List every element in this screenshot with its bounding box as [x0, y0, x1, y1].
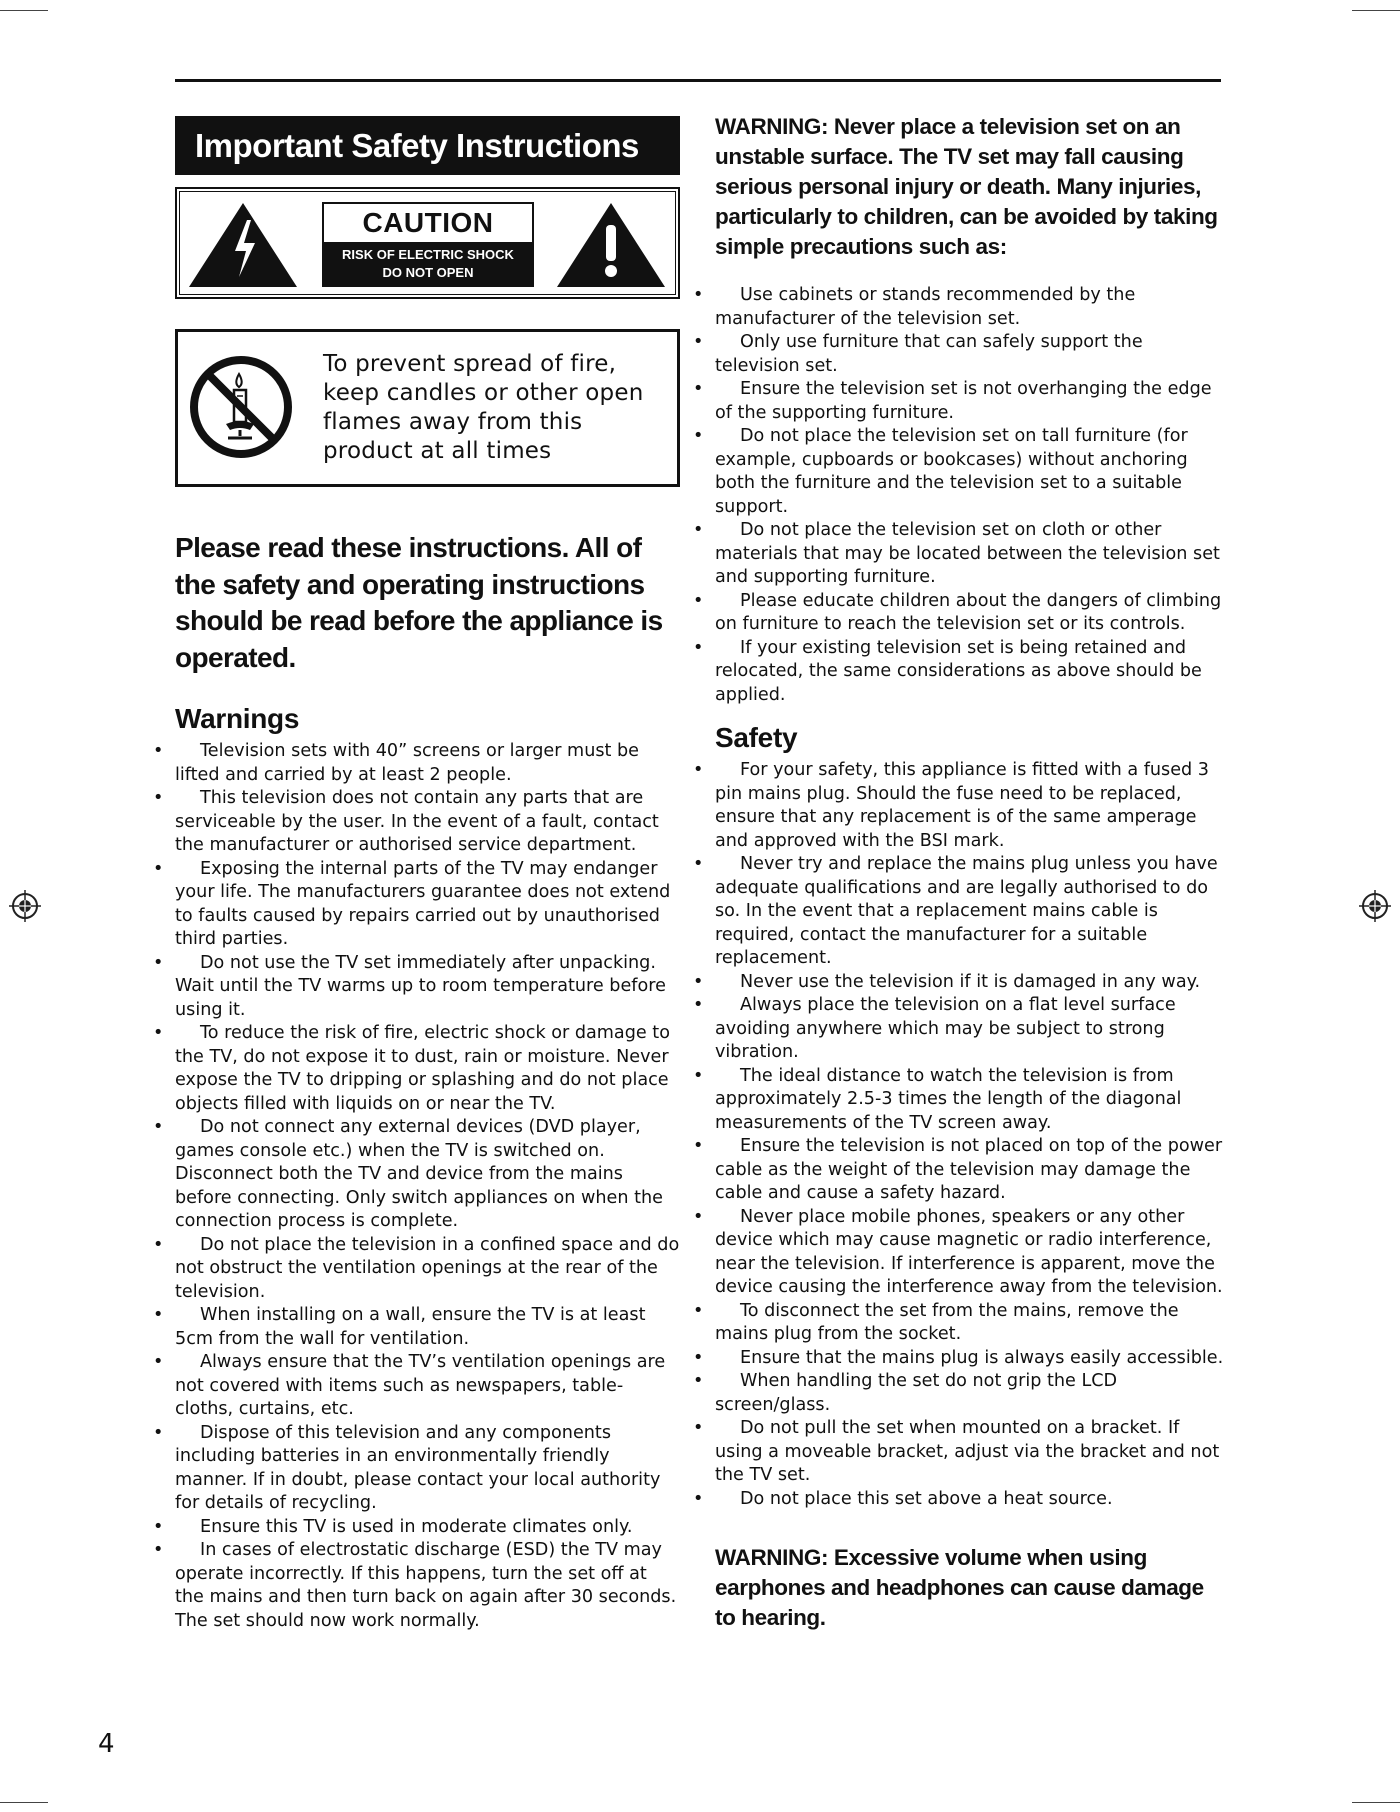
page-title: Important Safety Instructions — [175, 116, 680, 175]
left-column — [175, 116, 680, 1633]
list-item: • To reduce the risk of fire, electric shock or damage to the TV, do not expose it to dust, rain or moisture. Never expose the TV to dripping or splashing and do not place objects filled with liquids on or near the TV. — [175, 1022, 680, 1116]
list-item: • In cases of electrostatic discharge (ESD) the TV may operate incorrectly. If this happens, turn the set off at the mains and then turn back on again after 30 seconds. The set should now work normally. — [175, 1539, 680, 1633]
exclamation-warning-icon — [557, 203, 665, 287]
list-item: • Always ensure that the TV’s ventilation openings are not covered with items such as newspapers, table-cloths, curtains, etc. — [175, 1351, 680, 1422]
list-item: • Never place mobile phones, speakers or any other device which may cause magnetic or radio interference, near the television. If interference is apparent, move the device causing the interference away from the television. — [715, 1206, 1225, 1300]
warnings-list — [175, 740, 680, 1633]
stability-warning-heading: WARNING: Never place a television set on an unstable surface. The TV set may fall causing serious personal injury or death. Many injuries, particularly to children, can be avoided by taking simple precautions such as: — [715, 114, 1218, 259]
list-item: • Dispose of this television and any components including batteries in an environmentally friendly manner. If in doubt, please contact your local authority for details of recycling. — [175, 1422, 680, 1516]
list-item: • For your safety, this appliance is fitted with a fused 3 pin mains plug. Should the fuse need to be replaced, ensure that any replacement is of the same amperage and approved with the BSI mark. — [715, 759, 1225, 853]
right-column — [715, 112, 1225, 1633]
crop-mark-bottom-left — [0, 1802, 48, 1803]
registration-mark-right — [1358, 889, 1392, 923]
list-item: • When installing on a wall, ensure the TV is at least 5cm from the wall for ventilation. — [175, 1304, 680, 1351]
crop-mark-bottom-right — [1352, 1802, 1400, 1803]
top-rule — [175, 79, 1221, 82]
no-open-flame-icon — [188, 354, 294, 460]
list-item: • Do not use the TV set immediately after unpacking. Wait until the TV warms up to room temperature before using it. — [175, 952, 680, 1023]
registration-mark-left — [8, 889, 42, 923]
list-item: • When handling the set do not grip the LCD screen/glass. — [715, 1370, 1225, 1417]
list-item: • Do not place the television in a confined space and do not obstruct the ventilation openings at the rear of the television. — [175, 1234, 680, 1305]
safety-list — [715, 759, 1225, 1511]
fire-warning-box — [175, 329, 680, 487]
safety-heading: Safety — [715, 722, 798, 753]
crop-mark-top-right — [1352, 10, 1400, 11]
caution-label — [322, 202, 534, 287]
list-item: • Ensure the television set is not overhanging the edge of the supporting furniture. — [715, 378, 1225, 425]
warnings-heading: Warnings — [175, 703, 300, 734]
caution-line-2: DO NOT OPEN — [382, 264, 474, 280]
list-item: • Do not place the television set on cloth or other materials that may be located between the television set and supporting furniture. — [715, 519, 1225, 590]
list-item: • Use cabinets or stands recommended by the manufacturer of the television set. — [715, 284, 1225, 331]
list-item: • This television does not contain any parts that are serviceable by the user. In the event of a fault, contact the manufacturer or authorised service department. — [175, 787, 680, 858]
list-item: • Do not pull the set when mounted on a bracket. If using a moveable bracket, adjust via the bracket and not the TV set. — [715, 1417, 1225, 1488]
caution-subtitle — [324, 242, 532, 285]
volume-warning: WARNING: Excessive volume when using earphones and headphones can cause damage to hearing. — [715, 1545, 1204, 1630]
list-item: • Ensure the television is not placed on top of the power cable as the weight of the television may damage the cable and cause a safety hazard. — [715, 1135, 1225, 1206]
caution-box — [175, 187, 680, 299]
stability-precautions-list — [715, 284, 1225, 707]
list-item: • Exposing the internal parts of the TV may endanger your life. The manufacturers guarantee does not extend to faults caused by repairs carried out by unauthorised third parties. — [175, 858, 680, 952]
caution-title: CAUTION — [362, 207, 494, 238]
list-item: • Ensure that the mains plug is always easily accessible. — [715, 1347, 1225, 1371]
intro-instructions: Please read these instructions. All of the safety and operating instructions should be read before the appliance is operated. — [175, 532, 663, 673]
page-number: 4 — [98, 1729, 115, 1759]
list-item: • Always place the television on a flat level surface avoiding anywhere which may be subject to strong vibration. — [715, 994, 1225, 1065]
list-item: • Please educate children about the dangers of climbing on furniture to reach the television set or its controls. — [715, 590, 1225, 637]
list-item: • Television sets with 40” screens or larger must be lifted and carried by at least 2 people. — [175, 740, 680, 787]
list-item: • Never try and replace the mains plug unless you have adequate qualifications and are legally authorised to do so. In the event that a replacement mains cable is required, contact the manufacturer for a suitable replacement. — [715, 853, 1225, 971]
caution-line-1: RISK OF ELECTRIC SHOCK — [342, 246, 514, 262]
list-item: • The ideal distance to watch the television is from approximately 2.5-3 times the length of the diagonal measurements of the TV screen away. — [715, 1065, 1225, 1136]
fire-warning-text: To prevent spread of fire, keep candles or other open flames away from this product at all times — [323, 351, 644, 464]
list-item: • Never use the television if it is damaged in any way. — [715, 971, 1225, 995]
crop-mark-top-left — [0, 10, 48, 11]
electric-shock-warning-icon — [189, 203, 297, 287]
list-item: • Do not connect any external devices (DVD player, games console etc.) when the TV is switched on. Disconnect both the TV and device from the mains before connecting. Only switch appliances on when the connection process is complete. — [175, 1116, 680, 1234]
list-item: • Do not place this set above a heat source. — [715, 1488, 1225, 1512]
list-item: • Do not place the television set on tall furniture (for example, cupboards or bookcases) without anchoring both the furniture and the television set to a suitable support. — [715, 425, 1225, 519]
list-item: • If your existing television set is being retained and relocated, the same considerations as above should be applied. — [715, 637, 1225, 708]
list-item: • Ensure this TV is used in moderate climates only. — [175, 1516, 680, 1540]
list-item: • Only use furniture that can safely support the television set. — [715, 331, 1225, 378]
list-item: • To disconnect the set from the mains, remove the mains plug from the socket. — [715, 1300, 1225, 1347]
